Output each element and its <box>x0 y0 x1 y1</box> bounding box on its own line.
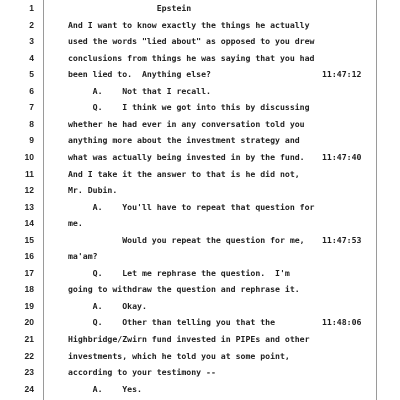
line-number: 19 <box>24 300 34 311</box>
line-text: me. <box>68 218 83 229</box>
line-number: 8 <box>29 118 34 129</box>
line-number: 9 <box>29 135 34 146</box>
transcript-line <box>0 315 400 331</box>
line-text: Q. Other than telling you that the <box>68 317 276 328</box>
line-number: 12 <box>24 185 34 196</box>
timestamp: 11:47:53 <box>322 234 362 245</box>
line-number: 1 <box>29 3 34 13</box>
line-text: going to withdraw the question and rephrase it. <box>68 284 300 295</box>
line-text: been lied to. Anything else? <box>68 69 211 80</box>
line-number: 18 <box>24 284 34 295</box>
line-text: used the words "lied about" as opposed to you drew <box>68 36 315 47</box>
transcript-line <box>0 84 400 100</box>
line-number: 22 <box>24 350 34 361</box>
transcript-line <box>0 233 400 249</box>
line-number: 17 <box>24 267 34 278</box>
transcript-line <box>0 365 400 381</box>
transcript-line <box>0 332 400 348</box>
line-text: A. Okay. <box>68 300 147 311</box>
line-text: investments, which he told you at some point, <box>68 350 290 361</box>
transcript-line <box>0 51 400 67</box>
timestamp: 11:47:40 <box>322 151 362 162</box>
line-text: Highbridge/Zwirn fund invested in PIPEs and other <box>68 334 310 344</box>
line-text: A. Not that I recall. <box>68 85 211 96</box>
transcript-line <box>0 216 400 232</box>
line-number: 15 <box>24 234 34 245</box>
line-text: anything more about the investment strategy and <box>68 135 300 146</box>
line-text: conclusions from things he was saying that you had <box>68 52 315 63</box>
line-number: 21 <box>24 334 34 344</box>
transcript-line <box>0 299 400 315</box>
line-text: A. Yes. <box>68 383 142 394</box>
transcript-line <box>0 34 400 50</box>
transcript-line <box>0 382 400 398</box>
line-text: according to your testimony -- <box>68 367 216 378</box>
line-number: 10 <box>24 151 34 162</box>
transcript-line <box>0 117 400 133</box>
line-number: 2 <box>29 19 34 30</box>
transcript-line <box>0 18 400 34</box>
line-number: 11 <box>25 168 34 179</box>
transcript-line <box>0 150 400 166</box>
transcript-line <box>0 282 400 298</box>
line-number: 16 <box>24 251 34 262</box>
line-text: Epstein <box>68 3 192 13</box>
transcript-line <box>0 67 400 83</box>
transcript-line <box>0 100 400 116</box>
transcript-line <box>0 1 400 17</box>
transcript-line <box>0 349 400 365</box>
transcript-line <box>0 249 400 265</box>
line-number: 3 <box>29 36 34 47</box>
timestamp: 11:47:12 <box>322 69 362 80</box>
line-number: 23 <box>24 367 34 378</box>
line-number: 5 <box>29 69 34 80</box>
line-number: 6 <box>29 85 34 96</box>
transcript-line <box>0 266 400 282</box>
transcript-line <box>0 183 400 199</box>
line-text: Would you repeat the question for me, <box>68 234 305 245</box>
line-number: 13 <box>24 201 34 212</box>
transcript-line <box>0 200 400 216</box>
line-number: 20 <box>24 317 34 328</box>
line-text: A. You'll have to repeat that question for <box>68 201 315 212</box>
line-text: Q. I think we got into this by discussing <box>68 102 310 113</box>
line-number: 7 <box>29 102 34 113</box>
transcript-line <box>0 167 400 183</box>
line-text: And I want to know exactly the things he actually <box>68 19 310 30</box>
transcript-line <box>0 133 400 149</box>
line-number: 4 <box>29 52 34 63</box>
line-text: Q. Let me rephrase the question. I'm <box>68 267 290 278</box>
line-text: ma'am? <box>68 251 98 262</box>
line-text: And I take it the answer to that is he did not, <box>68 168 300 179</box>
line-text: whether he had ever in any conversation told you <box>68 118 305 129</box>
line-number: 14 <box>24 218 34 229</box>
line-number: 24 <box>24 383 34 394</box>
line-text: Mr. Dubin. <box>68 185 118 196</box>
timestamp: 11:48:06 <box>322 317 362 328</box>
line-text: what was actually being invested in by the fund. <box>68 151 305 162</box>
